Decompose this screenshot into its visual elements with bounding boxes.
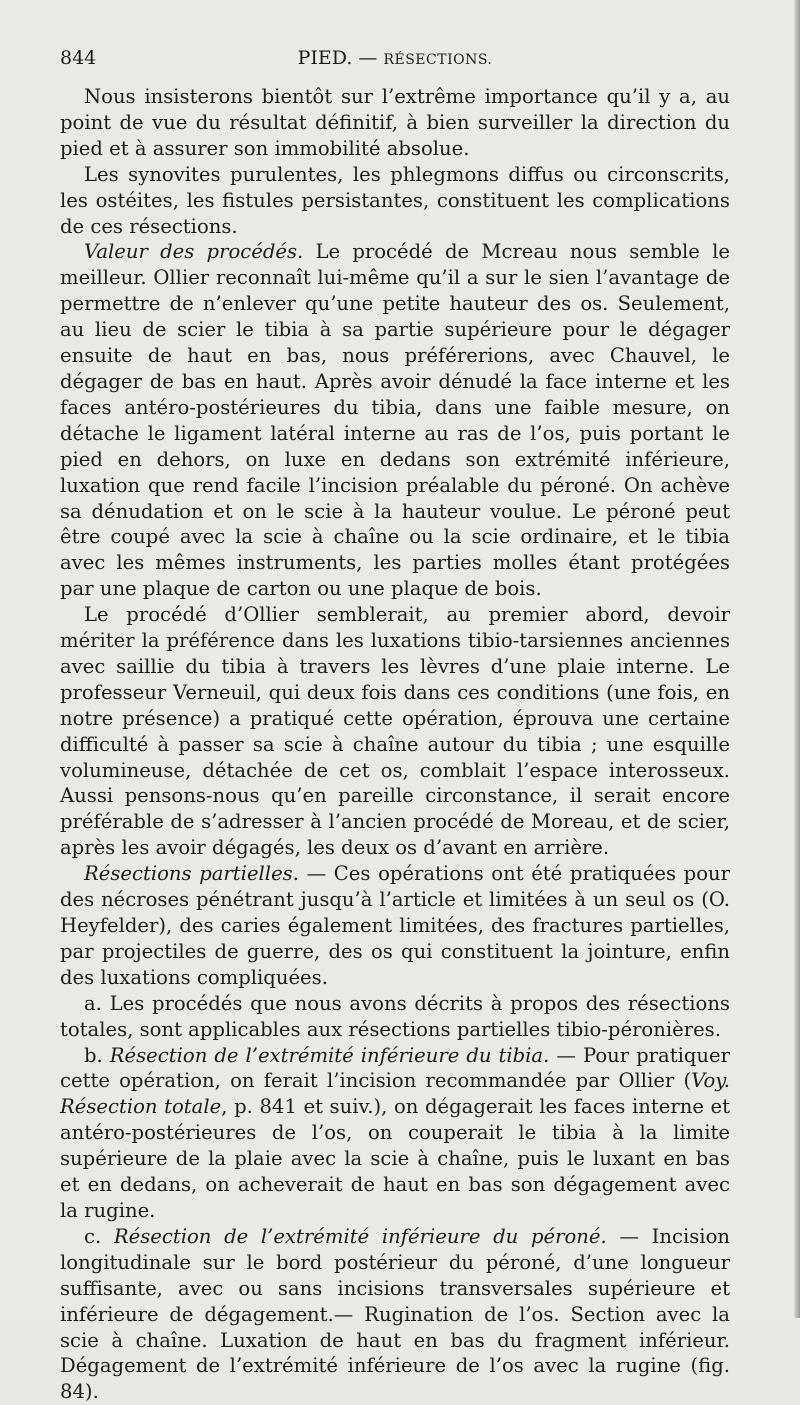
paragraph-7-text: — Pour pratiquer cette opération, on ferait l’incision recommandée par Ollier (	[60, 1043, 730, 1093]
paragraph-7-heading: Résection de l’extrémité inférieure du tibia.	[109, 1043, 550, 1067]
page-edge-shadow	[794, 0, 800, 1318]
running-header	[60, 47, 730, 77]
paragraph-4	[60, 602, 730, 861]
paragraph-1	[60, 84, 730, 162]
paragraph-5-text: — Ces opérations ont été pratiquées pour des nécroses pénétrant jusqu’à l’article et limitées à un seul os (O. Heyfelder), des caries également limitées, des fractures partielles, par projectiles de guerre, des os qui constituent la jointure, enfin des luxations compliquées.	[60, 862, 730, 989]
paragraph-8-prefix: c.	[84, 1224, 114, 1248]
running-title	[60, 47, 730, 69]
paragraph-7-prefix: b.	[84, 1043, 110, 1067]
paragraph-3	[60, 239, 730, 602]
paragraph-3-heading: Valeur des procédés.	[84, 240, 304, 264]
running-title-main: PIED. —	[297, 47, 384, 69]
paragraph-7-citation: Voy. Résection totale	[60, 1069, 730, 1119]
running-title-small: RÉSECTIONS.	[383, 52, 493, 68]
paragraph-5-heading: Résections partielles.	[84, 862, 299, 886]
paragraph-1-text: Nous insisterons bientôt sur l’extrême importance qu’il y a, au point de vue du résultat définitif, à bien surveiller la direction du pied et à assurer son immobilité absolue.	[60, 85, 730, 160]
page-number: 844	[60, 47, 97, 69]
body-text	[60, 84, 730, 1405]
paragraph-8-heading: Résection de l’extrémité inférieure du péroné.	[113, 1224, 607, 1248]
paragraph-7-text-continued: , p. 841 et suiv.), on dégagerait les faces interne et antéro-postérieures de l’os, on couperait le tibia à la limite supérieure de la plaie avec la scie à chaîne, puis le luxant en bas et en dedans, on acheverait de haut en bas son dégagement avec la rugine.	[60, 1095, 730, 1222]
paragraph-8-text: — Incision longitudinale sur le bord postérieur du péroné, d’une longueur suffisante, avec ou sans incisions transversales supérieure et inférieure de dégagement.— Rugination de l’os. Section avec la scie à chaîne. Luxation de haut en bas du fragment inférieur. Dégagement de l’extrémité inférieure de l’os avec la rugine (fig. 84).	[60, 1224, 730, 1404]
paragraph-4-text: Le procédé d’Ollier semblerait, au premier abord, devoir mériter la préférence dans les luxations tibio-tarsiennes anciennes avec saillie du tibia à travers les lèvres d’une plaie interne. Le professeur Verneuil, qui deux fois dans ces conditions (une fois, en notre présence) a pratiqué cette opération, éprouva une certaine difficulté à passer sa scie à chaîne autour du tibia ; une esquille volumineuse, détachée de cet os, comblait l’espace interosseux. Aussi pensons-nous qu’en pareille circonstance, il serait encore préférable de s’adresser à l’ancien procédé de Moreau, et de scier, après les avoir dégagés, les deux os d’avant en arrière.	[60, 603, 730, 860]
paragraph-7	[60, 1043, 730, 1224]
paragraph-2-text: Les synovites purulentes, les phlegmons diffus ou circonscrits, les ostéites, les fistules persistantes, constituent les complications de ces résections.	[60, 162, 730, 238]
paragraph-3-text: Le procédé de Mcreau nous semble le meilleur. Ollier reconnaît lui-même qu’il a sur le sien l’avantage de permettre de n’enlever qu’une petite hauteur des os. Seulement, au lieu de scier le tibia à sa partie supérieure pour le dégager ensuite de haut en bas, nous préférerions, avec Chauvel, le dégager de bas en haut. Après avoir dénudé la face interne et les faces antéro-postérieures du tibia, dans une faible mesure, on détache le ligament latéral interne au ras de l’os, puis portant le pied en dehors, on luxe en dedans son extrémité inférieure, luxation que rend facile l’incision préalable du péroné. On achève sa dénudation et on le scie à la hauteur voulue. Le péroné peut être coupé avec la scie à chaîne ou la scie ordinaire, et le tibia avec les mêmes instruments, les parties molles étant protégées par une plaque de carton ou une plaque de bois.	[60, 240, 730, 601]
paragraph-8	[60, 1224, 730, 1405]
paragraph-6	[60, 991, 730, 1043]
paragraph-2	[60, 162, 730, 240]
paragraph-6-text: a. Les procédés que nous avons décrits à propos des résections totales, sont applicables aux résections partielles tibio-péronières.	[60, 991, 730, 1041]
paragraph-5	[60, 861, 730, 991]
